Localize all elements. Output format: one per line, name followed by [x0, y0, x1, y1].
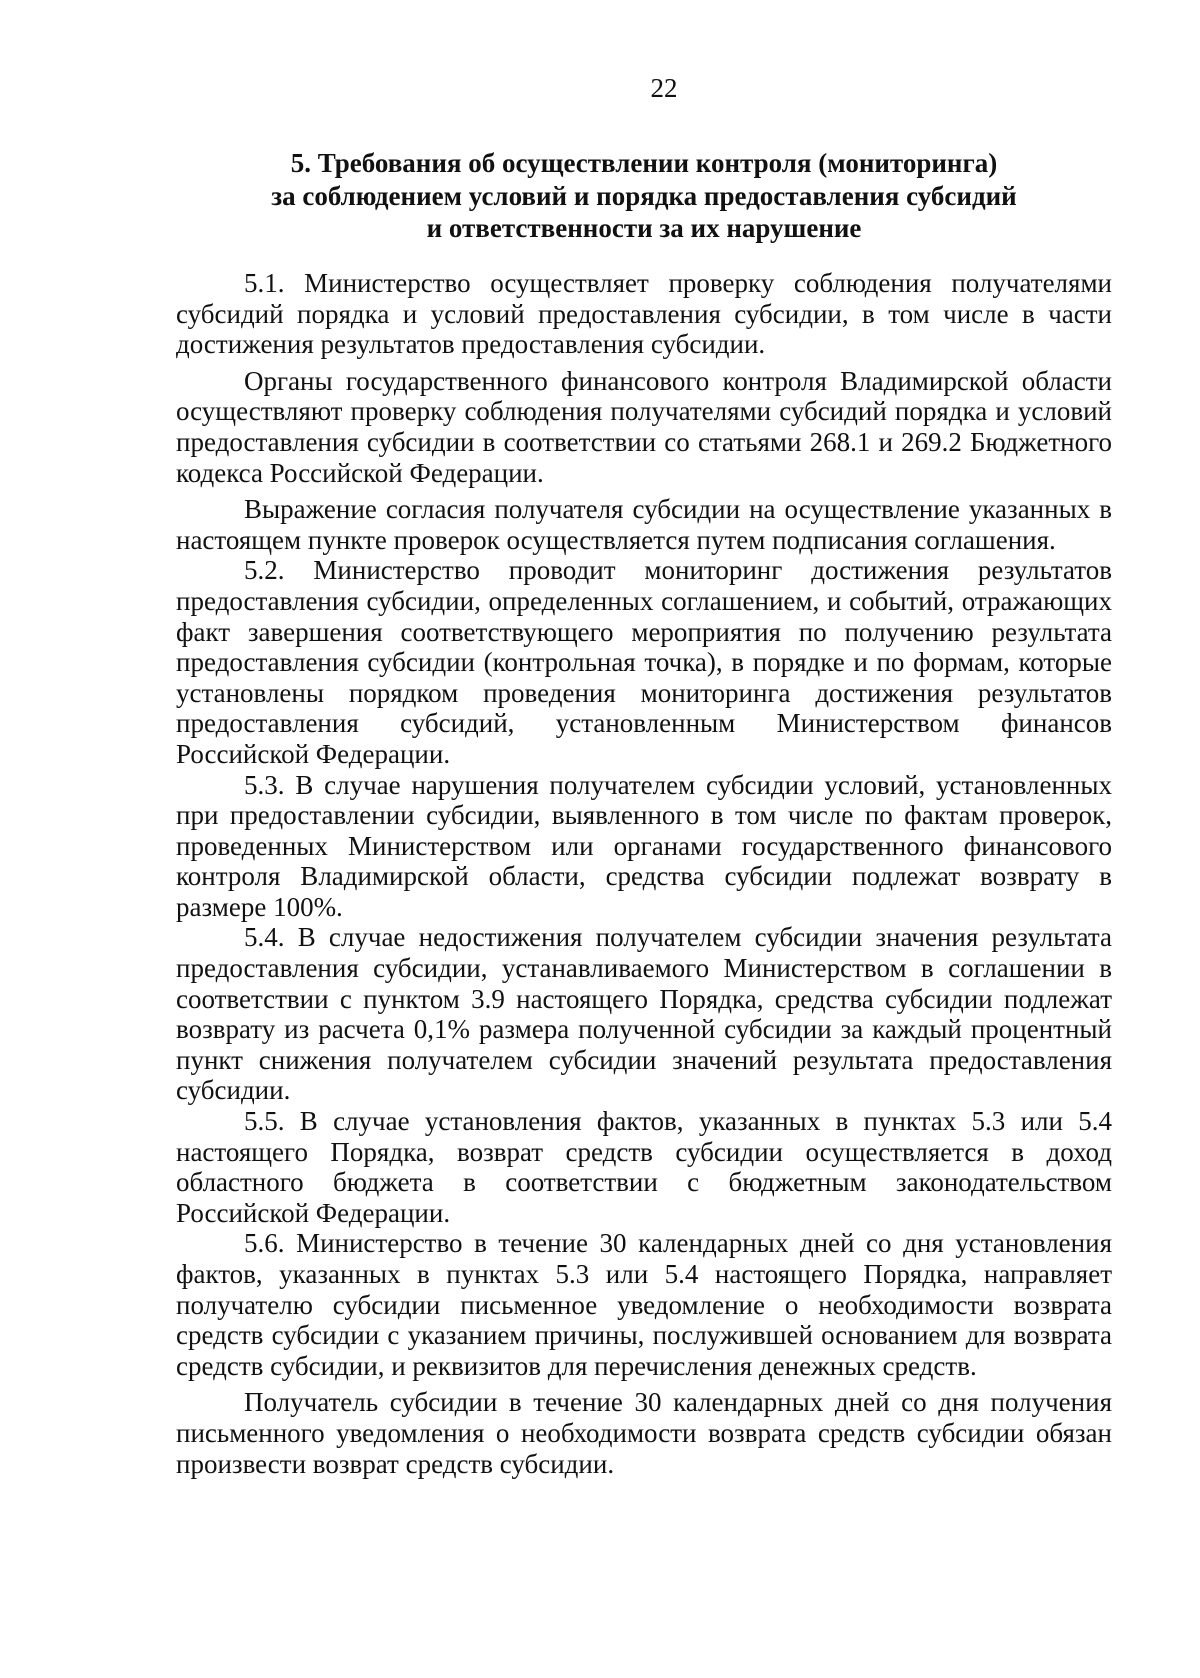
document-body: [176, 268, 1112, 1479]
page-number: 22: [650, 73, 678, 103]
paragraph-recipient-obligation: Получатель субсидии в течение 30 календарных дней со дня получения письменного уведомления о необходимости возврата средств субсидии обязан произвести возврат средств субсидии.: [176, 1387, 1112, 1479]
paragraph-5-1: 5.1. Министерство осуществляет проверку соблюдения получателями субсидий порядка и условий предоставления субсидии, в том числе в части достижения результатов предоставления субсидии.: [176, 268, 1112, 360]
section-title-line: и ответственности за их нарушение: [426, 213, 862, 243]
paragraph-consent: Выражение согласия получателя субсидии на осуществление указанных в настоящем пункте проверок осуществляется путем подписания соглашения.: [176, 494, 1112, 555]
paragraph-control-organs: Органы государственного финансового контроля Владимирской области осуществляют проверку соблюдения получателями субсидий порядка и условий предоставления субсидии в соответствии со статьями 268.1 и 269.2 Бюджетного кодекса Российской Федерации.: [176, 365, 1112, 488]
paragraph-5-2: 5.2. Министерство проводит мониторинг достижения результатов предоставления субсидии, определенных соглашением, и событий, отражающих факт завершения соответствующего мероприятия по получению результата предоставления субсидии (контрольная точка), в порядке и по формам, которые установлены порядком проведения мониторинга достижения результатов предоставления субсидий, установленным Министерством финансов Российской Федерации.: [176, 555, 1112, 769]
paragraph-5-3: 5.3. В случае нарушения получателем субсидии условий, установленных при предоставлении субсидии, выявленного в том числе по фактам проверок, проведенных Министерством или органами государственного финансового контроля Владимирской области, средства субсидии подлежат возврату в размере 100%.: [176, 769, 1112, 922]
paragraph-5-5: 5.5. В случае установления фактов, указанных в пунктах 5.3 или 5.4 настоящего Порядка, возврат средств субсидии осуществляется в доход областного бюджета в соответствии с бюджетным законодательством Российской Федерации.: [176, 1106, 1112, 1228]
section-title-line: за соблюдением условий и порядка предоставления субсидий: [271, 180, 1017, 211]
section-title: [176, 147, 1112, 245]
paragraph-5-4: 5.4. В случае недостижения получателем субсидии значения результата предоставления субсидии, устанавливаемого Министерством в соглашении в соответствии с пунктом 3.9 настоящего Порядка, средства субсидии подлежат возврату из расчета 0,1% размера полученной субсидии за каждый процентный пункт снижения получателем субсидии значений результата предоставления субсидии.: [176, 922, 1112, 1106]
section-title-line: 5. Требования об осуществлении контроля (мониторинга): [290, 148, 998, 178]
paragraph-5-6: 5.6. Министерство в течение 30 календарных дней со дня установления фактов, указанных в пунктах 5.3 или 5.4 настоящего Порядка, направляет получателю субсидии письменное уведомление о необходимости возврата средств субсидии с указанием причины, послужившей основанием для возврата средств субсидии, и реквизитов для перечисления денежных средств.: [176, 1228, 1112, 1381]
